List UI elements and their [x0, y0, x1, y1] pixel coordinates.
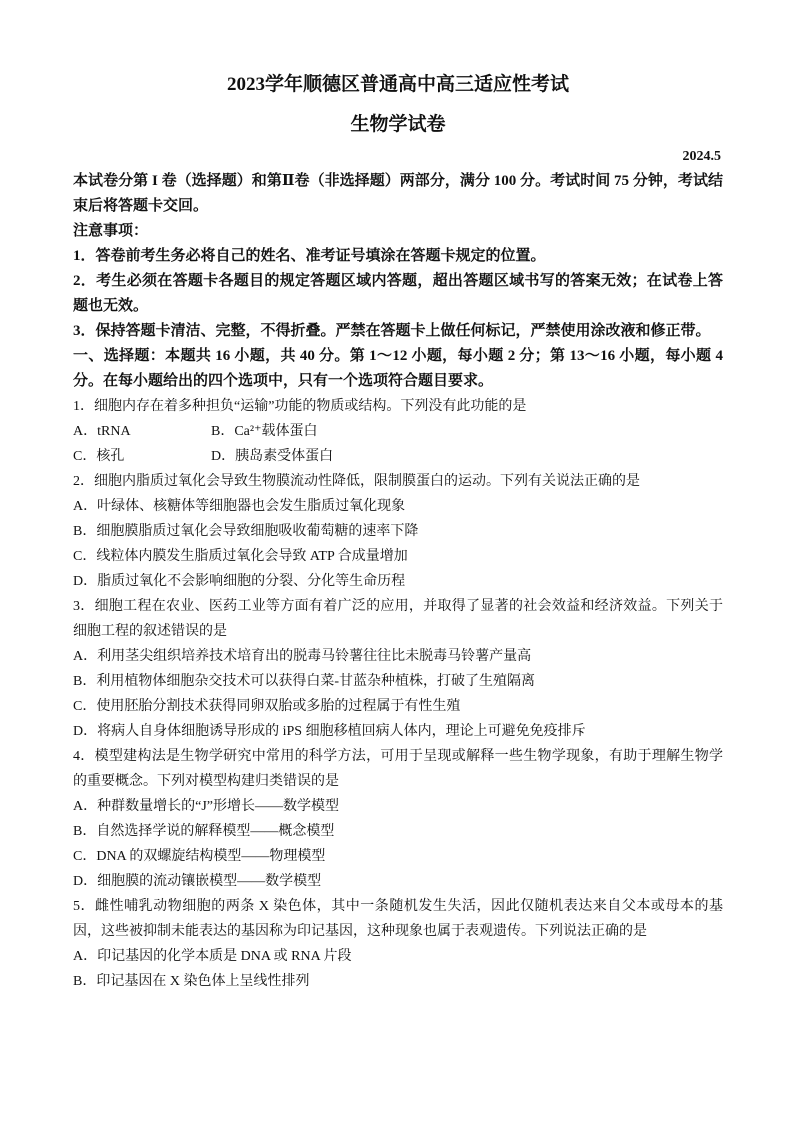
option-d: D．细胞膜的流动镶嵌模型——数学模型 [73, 874, 322, 889]
option-b: B．利用植物体细胞杂交技术可以获得白菜-甘蓝杂种植株，打破了生殖隔离 [73, 674, 535, 689]
question-2 [73, 469, 723, 594]
option-a: A．叶绿体、核糖体等细胞器也会发生脂质过氧化现象 [73, 499, 406, 514]
exam-intro: 本试卷分第 I 卷（选择题）和第Ⅱ卷（非选择题）两部分，满分 100 分。考试时间 75 分钟，考试结束后将答题卡交回。 [73, 173, 723, 214]
option-d: D．胰岛素受体蛋白 [211, 449, 334, 464]
question-stem: 2．细胞内脂质过氧化会导致生物膜流动性降低，限制膜蛋白的运动。下列有关说法正确的是 [73, 474, 640, 489]
notice-item: 1．答卷前考生务必将自己的姓名、准考证号填涂在答题卡规定的位置。 [73, 248, 546, 264]
option-a: A．印记基因的化学本质是 DNA 或 RNA 片段 [73, 949, 352, 964]
option-b: B．Ca²⁺载体蛋白 [211, 424, 318, 439]
question-stem: 4．模型建构法是生物学研究中常用的科学方法，可用于呈现或解释一些生物学现象，有助于理解生物学的重要概念。下列对模型构建归类错误的是 [73, 749, 723, 789]
option-b: B．细胞膜脂质过氧化会导致细胞吸收葡萄糖的速率下降 [73, 524, 419, 539]
option-d: D．脂质过氧化不会影响细胞的分裂、分化等生命历程 [73, 574, 406, 589]
question-stem: 1．细胞内存在着多种担负“运输”功能的物质或结构。下列没有此功能的是 [73, 399, 527, 414]
option-b: B．印记基因在 X 染色体上呈线性排列 [73, 974, 310, 989]
option-c: C．核孔 [73, 449, 125, 464]
option-c: C．使用胚胎分割技术获得同卵双胎或多胎的过程属于有性生殖 [73, 699, 461, 714]
question-3 [73, 594, 723, 744]
notice-heading: 注意事项： [73, 223, 149, 239]
option-a: A．tRNA [73, 424, 131, 439]
question-4 [73, 744, 723, 894]
notice-block [73, 219, 723, 344]
option-a: A．种群数量增长的“J”形增长——数学模型 [73, 799, 339, 814]
question-5 [73, 894, 723, 994]
notice-item: 3．保持答题卡清洁、完整，不得折叠。严禁在答题卡上做任何标记，严禁使用涂改液和修正带。 [73, 323, 711, 339]
option-b: B．自然选择学说的解释模型——概念模型 [73, 824, 335, 839]
notice-item: 2．考生必须在答题卡各题目的规定答题区域内答题，超出答题区域书写的答案无效；在试卷上答题也无效。 [73, 273, 723, 314]
question-1 [73, 394, 723, 469]
exam-title: 2023学年顺德区普通高中高三适应性考试 [226, 74, 569, 95]
section-heading: 一、选择题：本题共 16 小题，共 40 分。第 1～12 小题，每小题 2 分；第 13～16 小题，每小题 4 分。在每小题给出的四个选项中，只有一个选项符合题目要求。 [73, 348, 723, 389]
option-d: D．将病人自身体细胞诱导形成的 iPS 细胞移植回病人体内，理论上可避免免疫排斥 [73, 724, 586, 739]
option-c: C．DNA 的双螺旋结构模型——物理模型 [73, 849, 326, 864]
option-c: C．线粒体内膜发生脂质过氧化会导致 ATP 合成量增加 [73, 549, 408, 564]
option-a: A．利用茎尖组织培养技术培育出的脱毒马铃薯往往比未脱毒马铃薯产量高 [73, 649, 532, 664]
option-grid [73, 419, 723, 469]
question-stem: 3．细胞工程在农业、医药工业等方面有着广泛的应用，并取得了显著的社会效益和经济效益。下列关于细胞工程的叙述错误的是 [73, 599, 723, 639]
question-stem: 5．雌性哺乳动物细胞的两条 X 染色体，其中一条随机发生失活，因此仅随机表达来自父本或母本的基因，这些被抑制未能表达的基因称为印记基因，这种现象也属于表观遗传。下列说法正确的是 [73, 899, 723, 939]
exam-date: 2024.5 [682, 149, 721, 164]
exam-subtitle: 生物学试卷 [350, 114, 446, 135]
exam-page [73, 72, 723, 994]
